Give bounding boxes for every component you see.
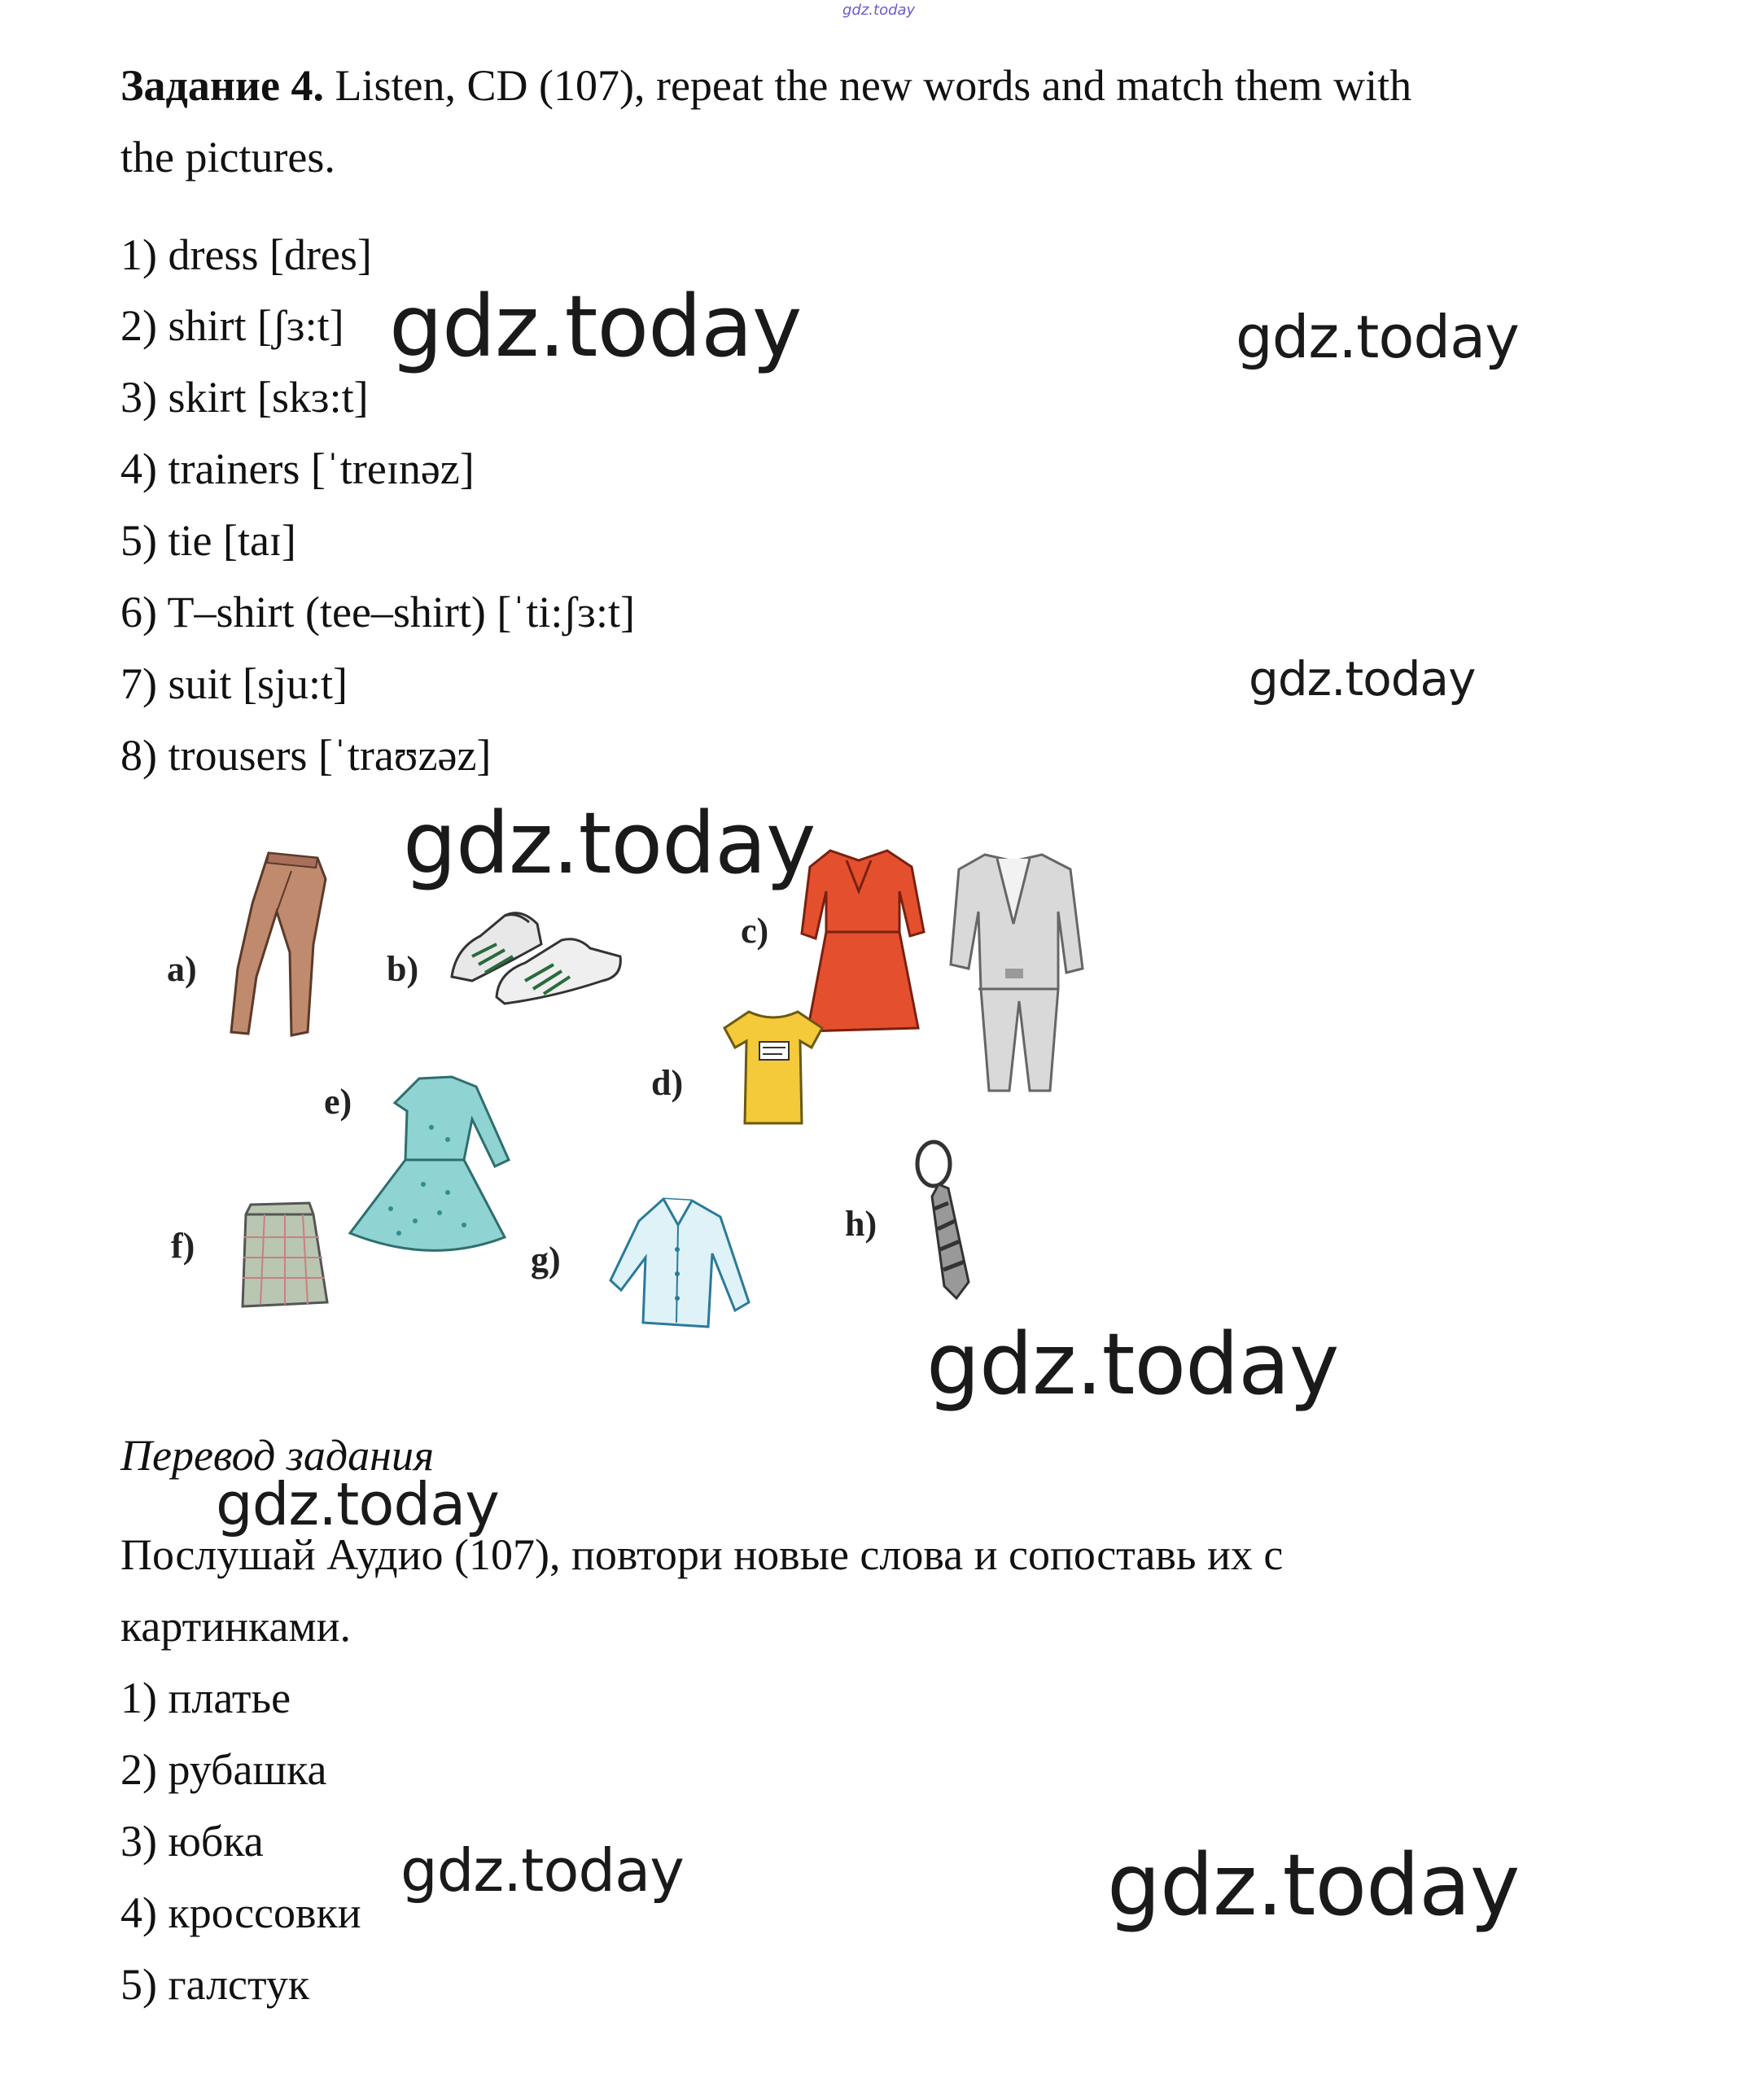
translation-item-4: 4) кроссовки	[120, 1888, 361, 1937]
watermark-1: gdz.today	[389, 277, 802, 376]
header-link[interactable]: gdz.today	[842, 2, 916, 19]
picture-label-d: d)	[651, 1063, 684, 1103]
word-item-4: 4) trainers [ˈtreɪnəz]	[120, 444, 475, 493]
task-label: Задание 4.	[120, 61, 325, 110]
shirt-illustration	[606, 1192, 757, 1335]
watermark-3: gdz.today	[1249, 651, 1476, 707]
t-shirt-illustration	[720, 1005, 826, 1127]
picture-label-a: a)	[167, 949, 197, 989]
translation-line1: Послушай Аудио (107), повтори новые слова и сопоставь их с	[120, 1530, 1284, 1579]
word-item-6: 6) T–shirt (tee–shirt) [ˈti:ʃɜ:t]	[120, 588, 636, 637]
word-item-1: 1) dress [dres]	[120, 230, 372, 279]
translation-line2: картинками.	[120, 1602, 352, 1651]
task-text-line2: the pictures.	[120, 133, 335, 182]
translation-item-5: 5) галстук	[120, 1960, 310, 2009]
watermark-6: gdz.today	[216, 1470, 499, 1538]
watermark-8: gdz.today	[1107, 1835, 1520, 1935]
skirt-illustration	[236, 1197, 334, 1310]
picture-label-b: b)	[387, 949, 419, 989]
trousers-illustration	[220, 847, 342, 1042]
translation-item-3: 3) юбка	[120, 1817, 264, 1866]
tie-illustration	[908, 1140, 981, 1302]
word-item-2: 2) shirt [ʃɜ:t]	[120, 301, 344, 350]
translation-heading: Перевод задания	[120, 1431, 435, 1480]
trainers-illustration	[448, 899, 627, 1009]
word-item-5: 5) tie [taɪ]	[120, 516, 296, 565]
dress-illustration	[342, 1070, 521, 1266]
picture-label-h: h)	[845, 1204, 877, 1244]
picture-label-f: f)	[171, 1226, 195, 1266]
task-text-line1: Listen, CD (107), repeat the new words and match them with	[324, 61, 1412, 110]
word-item-7: 7) suit [sju:t]	[120, 659, 348, 708]
watermark-2: gdz.today	[1236, 303, 1519, 371]
word-item-3: 3) skirt [skɜ:t]	[120, 373, 369, 422]
picture-label-c: c)	[741, 911, 769, 951]
word-item-8: 8) trousers [ˈtraʊzəz]	[120, 731, 492, 780]
task-heading	[120, 61, 1411, 110]
watermark-7: gdz.today	[400, 1836, 684, 1905]
watermark-5: gdz.today	[926, 1315, 1339, 1414]
picture-label-e: e)	[324, 1082, 352, 1122]
watermark-4: gdz.today	[403, 794, 816, 893]
suit-illustration	[944, 847, 1087, 1099]
picture-label-g: g)	[531, 1240, 561, 1280]
translation-item-1: 1) платье	[120, 1673, 291, 1722]
translation-item-2: 2) рубашка	[120, 1745, 327, 1794]
